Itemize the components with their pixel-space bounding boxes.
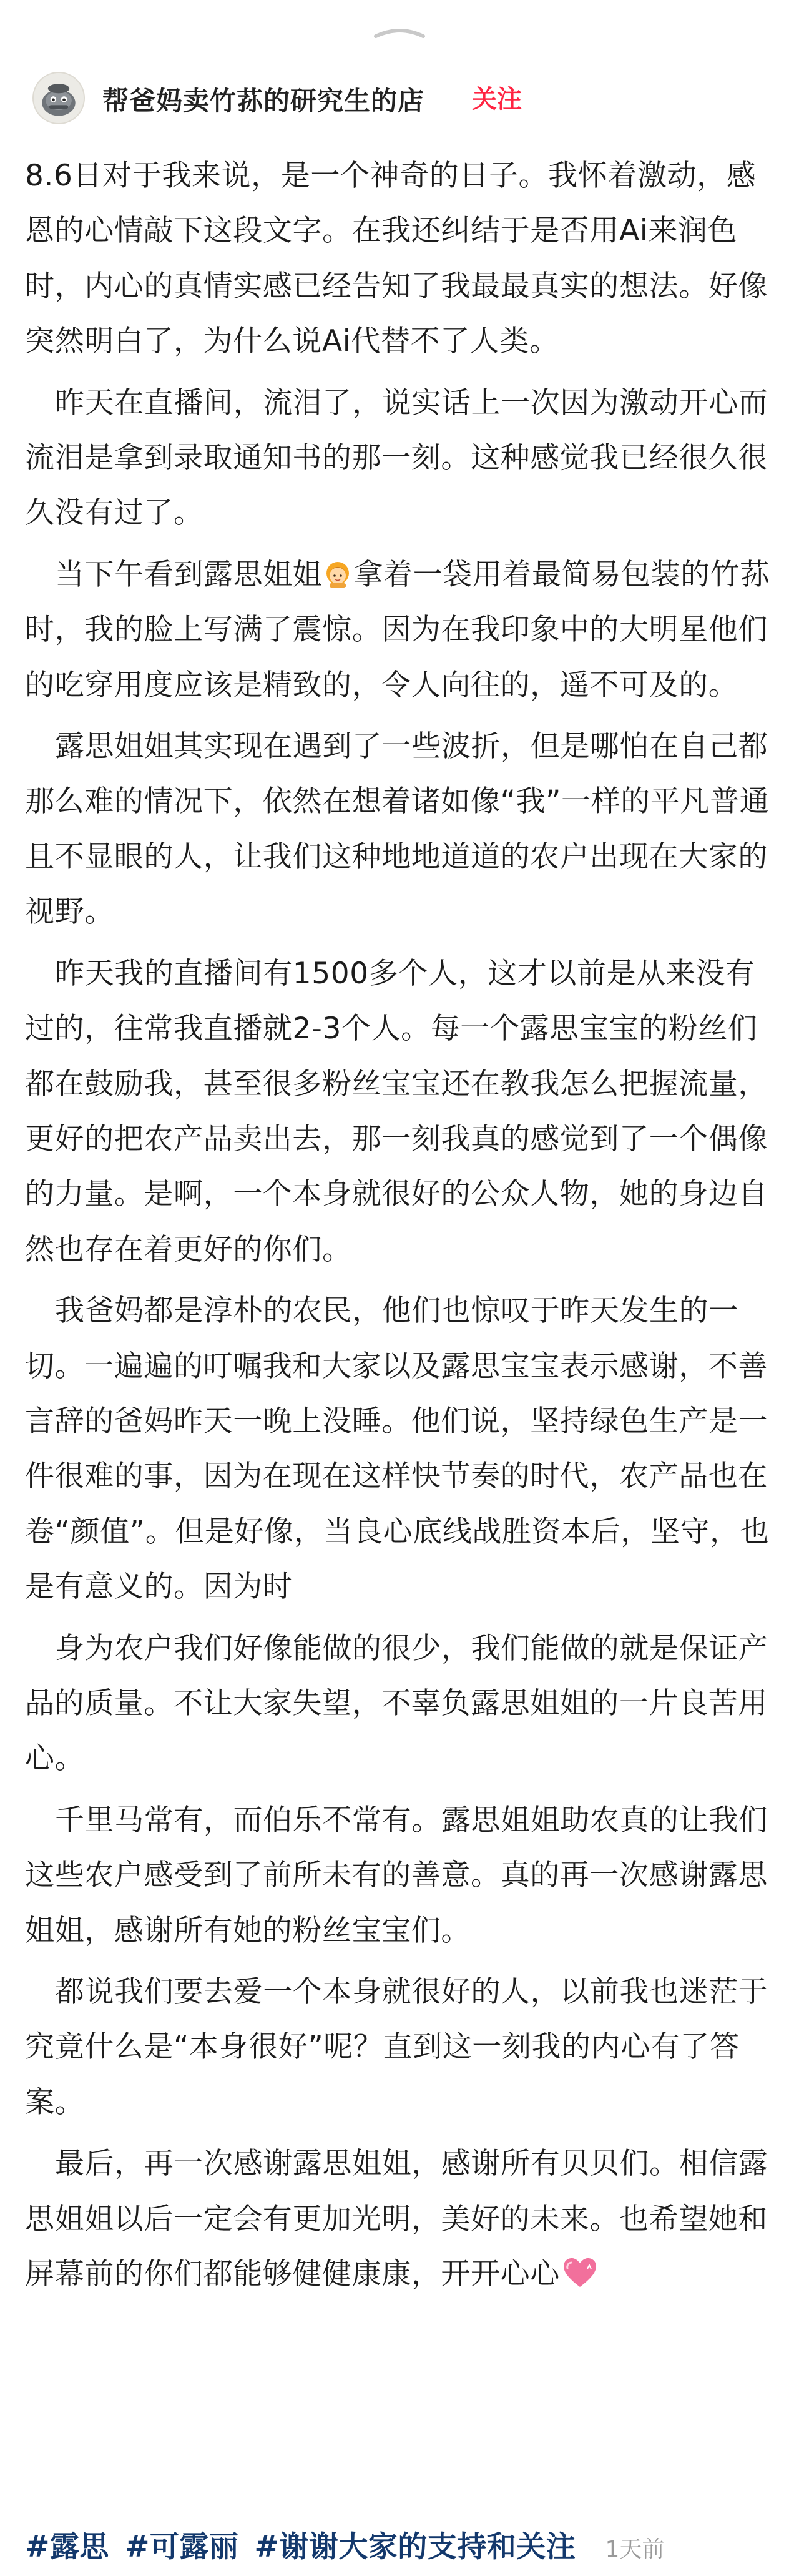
hashtag-link[interactable]: #露思 — [25, 2530, 109, 2564]
paragraph-text: 拿着一袋用着最简易包装的竹荪时，我的脸上写满了震惊。因为在我印象中的大明星他们的吃穿用度应该是精致的，令人向往的，遥不可及的。 — [25, 557, 770, 702]
post-body — [25, 149, 780, 2302]
drag-handle-icon[interactable] — [372, 27, 427, 39]
post-paragraph: 千里马常有，而伯乐不常有。露思姐姐助农真的让我们这些农户感受到了前所未有的善意。真的再一次感谢露思姐姐，感谢所有她的粉丝宝宝们。 — [25, 1802, 768, 1948]
avatar[interactable] — [32, 72, 85, 124]
post-paragraph — [25, 2136, 780, 2302]
post-paragraph: 都说我们要去爱一个本身就很好的人，以前我也迷茫于究竟什么是“本身很好”呢？直到这一刻我的内心有了答案。 — [25, 1975, 768, 2120]
tags-row — [25, 2524, 664, 2567]
hashtag-link[interactable]: #可露丽 — [124, 2530, 239, 2564]
post-header — [0, 72, 799, 137]
post-paragraph: 身为农户我们好像能做的很少，我们能做的就是保证产品的质量。不让大家失望，不辜负露思姐姐的一片良苦用心。 — [25, 1631, 768, 1776]
post-paragraph: 我爸妈都是淳朴的农民，他们也惊叹于昨天发生的一切。一遍遍的叮嘱我和大家以及露思宝宝表示感谢，不善言辞的爸妈昨天一晚上没睡。他们说，坚持绿色生产是一件很难的事，因为在现在这样快节奏的时代，农产品也在卷“颜值”。但是好像，当良心底线战胜资本后，坚守，也是有意义的。因为时 — [25, 1294, 770, 1605]
avatar-icon — [34, 73, 84, 123]
post-paragraph: 露思姐姐其实现在遇到了一些波折，但是哪怕在自己都那么难的情况下，依然在想着诸如像“我”一样的平凡普通且不显眼的人，让我们这种地地道道的农户出现在大家的视野。 — [25, 729, 770, 930]
post-paragraph: 8.6日对于我来说，是一个神奇的日子。我怀着激动，感恩的心情敲下这段文字。在我还纠结于是否用Ai来润色时，内心的真情实感已经告知了我最最真实的想法。好像突然明白了，为什么说Ai代替不了人类。 — [25, 159, 768, 359]
pink-heart-emoji-icon — [562, 2258, 597, 2289]
post-paragraph: 昨天我的直播间有1500多个人，这才以前是从来没有过的，往常我直播就2-3个人。每一个露思宝宝的粉丝们都在鼓励我，甚至很多粉丝宝宝还在教我怎么把握流量，更好的把农产品卖出去，那一刻我真的感觉到了一个偶像的力量。是啊，一个本身就很好的公众人物，她的身边自然也存在着更好的你们。 — [25, 956, 768, 1267]
hashtag-link[interactable]: #谢谢大家的支持和关注 — [254, 2530, 576, 2564]
paragraph-text: 最后，再一次感谢露思姐姐，感谢所有贝贝们。相信露思姐姐以后一定会有更加光明，美好的未来。也希望她和屏幕前的你们都能够健健康康，开开心心 — [25, 2146, 768, 2292]
post-paragraph: 昨天在直播间，流泪了，说实话上一次因为激动开心而流泪是拿到录取通知书的那一刻。这种感觉我已经很久很久没有过了。 — [25, 385, 768, 531]
post-timestamp: 1天前 — [605, 2537, 665, 2562]
girl-emoji-icon — [323, 559, 352, 588]
author-name[interactable]: 帮爸妈卖竹荪的研究生的店 — [102, 86, 425, 116]
paragraph-text: 当下午看到露思姐姐 — [55, 557, 323, 592]
post-paragraph — [25, 548, 780, 713]
follow-button[interactable]: 关注 — [472, 85, 522, 114]
